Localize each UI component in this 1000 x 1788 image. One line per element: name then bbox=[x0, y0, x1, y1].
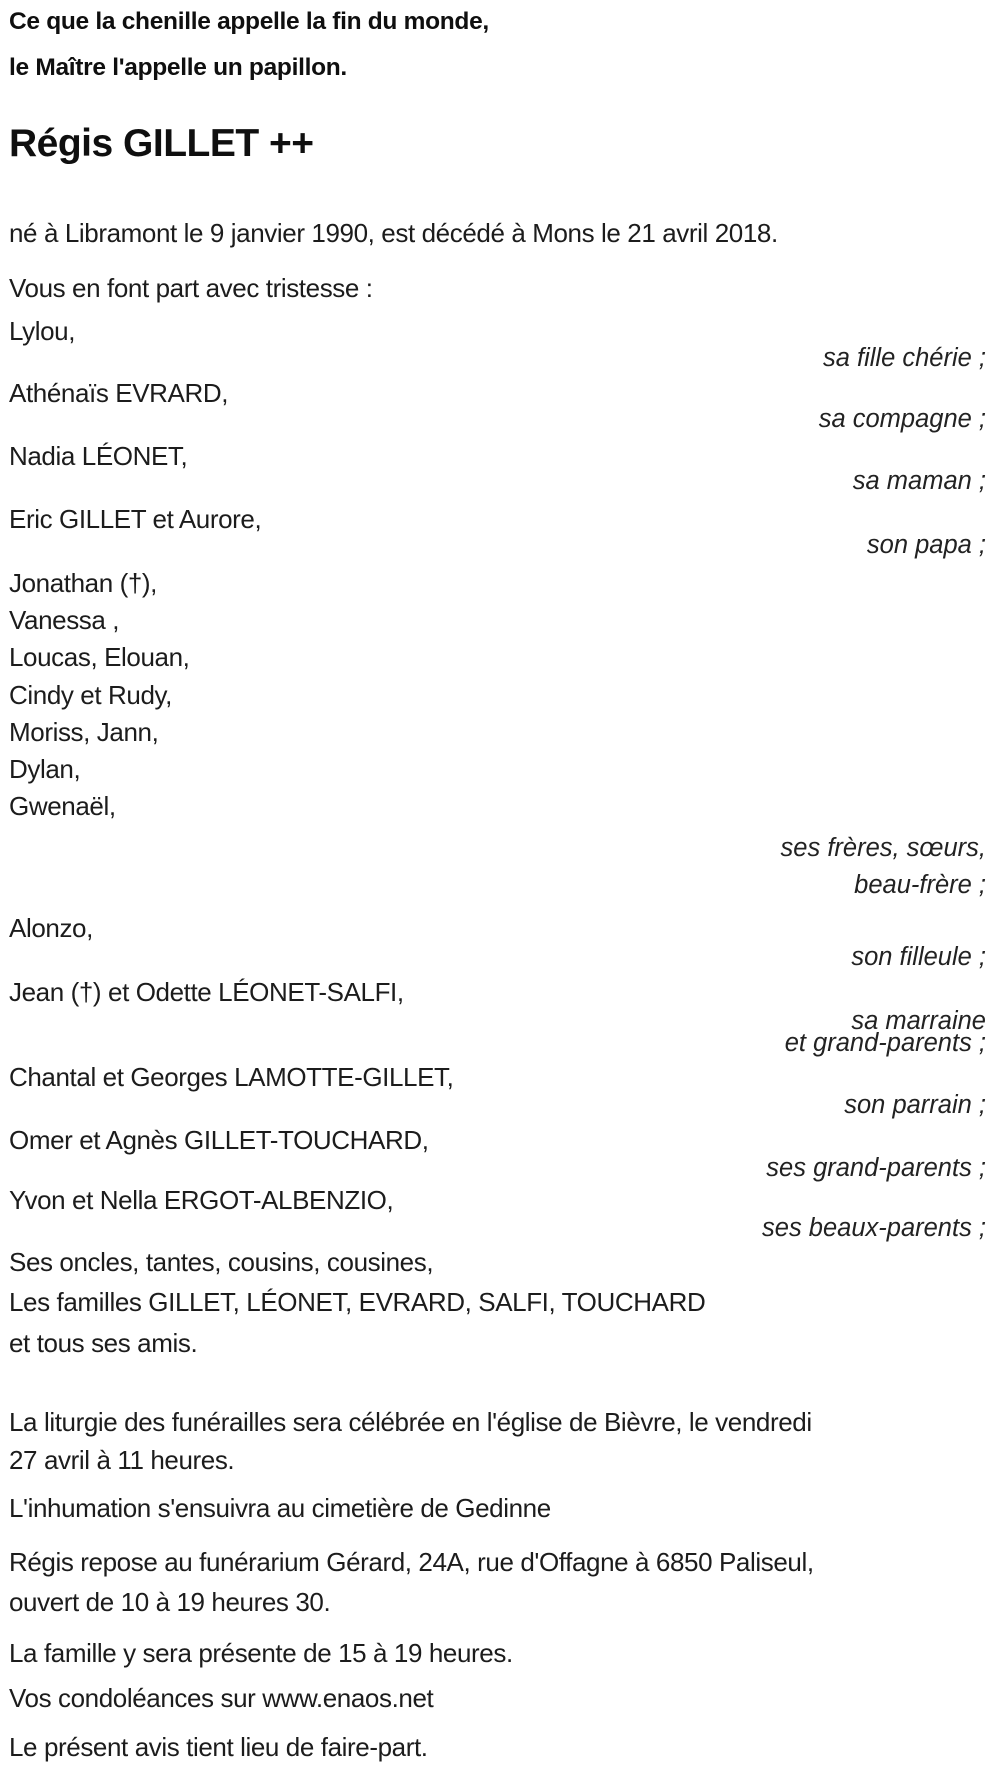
mourner-relation: son papa ; bbox=[866, 531, 986, 559]
mourner-relation: sa marraine bbox=[851, 1007, 986, 1035]
mourner-relation: sa fille chérie ; bbox=[823, 344, 986, 372]
condolences-line: Vos condoléances sur www.enaos.net bbox=[9, 1683, 434, 1713]
announcement-line: Vous en font part avec tristesse : bbox=[9, 273, 373, 303]
mourner-name: Omer et Agnès GILLET-TOUCHARD, bbox=[9, 1125, 429, 1155]
mourner-name: Nadia LÉONET, bbox=[9, 441, 188, 471]
life-dates-line: né à Libramont le 9 janvier 1990, est décédé à Mons le 21 avril 2018. bbox=[9, 218, 778, 248]
notice-line: Le présent avis tient lieu de faire-part. bbox=[9, 1732, 428, 1762]
mourner-name: Gwenaël, bbox=[9, 791, 116, 821]
closing-line: Les familles GILLET, LÉONET, EVRARD, SALFI, TOUCHARD bbox=[9, 1287, 706, 1317]
epigraph-line-1: Ce que la chenille appelle la fin du monde, bbox=[9, 8, 489, 35]
closing-line: Ses oncles, tantes, cousins, cousines, bbox=[9, 1247, 434, 1277]
mourner-name: Loucas, Elouan, bbox=[9, 642, 190, 672]
family-presence-line: La famille y sera présente de 15 à 19 heures. bbox=[9, 1638, 513, 1668]
mourner-name: Yvon et Nella ERGOT-ALBENZIO, bbox=[9, 1185, 394, 1215]
repose-line: Régis repose au funérarium Gérard, 24A, rue d'Offagne à 6850 Paliseul, bbox=[9, 1547, 814, 1577]
mourner-relation: son parrain ; bbox=[844, 1091, 986, 1119]
mourner-name: Cindy et Rudy, bbox=[9, 680, 172, 710]
closing-line: et tous ses amis. bbox=[9, 1328, 198, 1358]
burial-line: L'inhumation s'ensuivra au cimetière de Gedinne bbox=[9, 1493, 551, 1523]
mourner-name: Lylou, bbox=[9, 316, 76, 346]
mourner-name: Athénaïs EVRARD, bbox=[9, 378, 229, 408]
repose-line: ouvert de 10 à 19 heures 30. bbox=[9, 1587, 331, 1617]
deceased-name-title: Régis GILLET ++ bbox=[9, 122, 314, 165]
liturgy-line: La liturgie des funérailles sera célébrée en l'église de Bièvre, le vendredi bbox=[9, 1407, 812, 1437]
mourner-relation: et grand-parents ; bbox=[784, 1029, 986, 1057]
mourner-name: Moriss, Jann, bbox=[9, 717, 159, 747]
mourner-relation: son filleule ; bbox=[851, 943, 986, 971]
mourner-name: Jonathan (†), bbox=[9, 568, 158, 598]
mourner-relation: ses beaux-parents ; bbox=[762, 1214, 986, 1242]
mourner-name: Alonzo, bbox=[9, 913, 93, 943]
mourner-name: Jean (†) et Odette LÉONET-SALFI, bbox=[9, 977, 404, 1007]
mourner-name: Dylan, bbox=[9, 754, 81, 784]
mourner-relation: beau-frère ; bbox=[854, 871, 986, 899]
epigraph-line-2: le Maître l'appelle un papillon. bbox=[9, 54, 347, 81]
mourner-relation: ses frères, sœurs, bbox=[780, 834, 986, 862]
mourner-name: Chantal et Georges LAMOTTE-GILLET, bbox=[9, 1062, 454, 1092]
mourner-name: Eric GILLET et Aurore, bbox=[9, 504, 262, 534]
mourner-relation: sa maman ; bbox=[852, 467, 986, 495]
mourner-name: Vanessa , bbox=[9, 605, 120, 635]
liturgy-line: 27 avril à 11 heures. bbox=[9, 1445, 235, 1475]
mourner-relation: ses grand-parents ; bbox=[766, 1154, 986, 1182]
mourner-relation: sa compagne ; bbox=[818, 405, 986, 433]
